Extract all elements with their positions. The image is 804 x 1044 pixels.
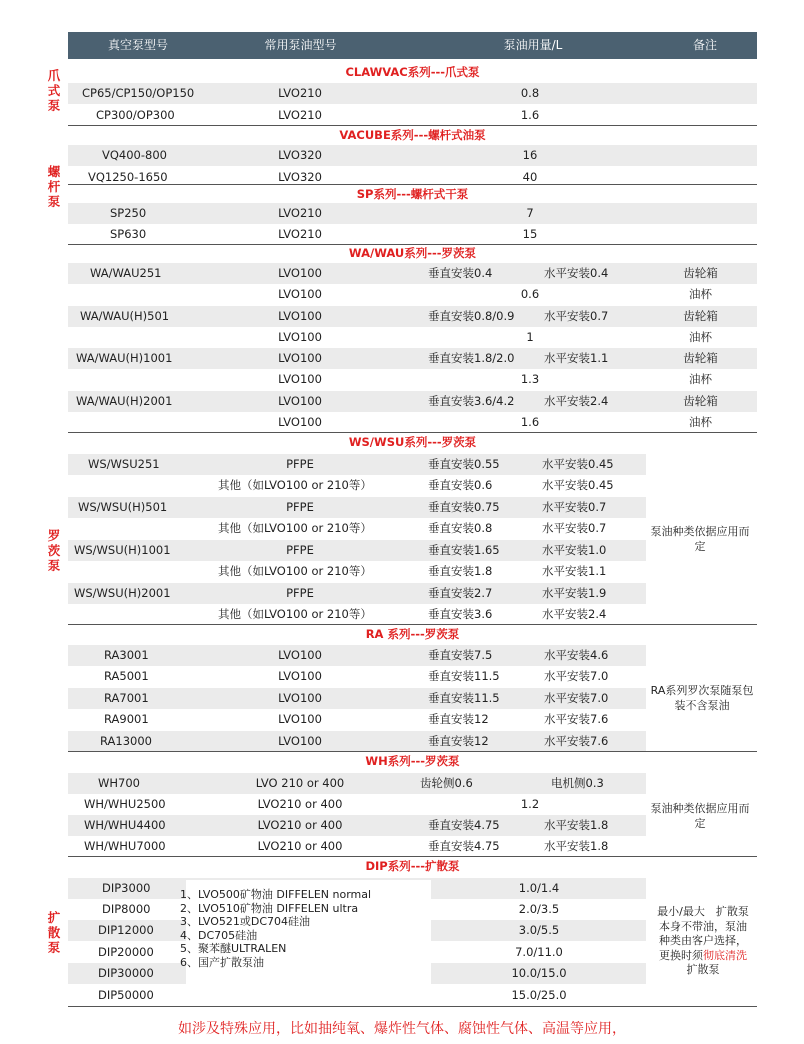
oil-model: 其他（如LVO100 or 210等） [218,607,372,621]
col-header-pump-model: 真空泵型号 [107,38,168,52]
side-label-claw: 爪式泵 [47,68,61,113]
oil-amount-horizontal: 水平安装7.6 [544,734,609,748]
oil-amount: 0.8 [520,86,540,100]
oil-amount-horizontal: 水平安装0.7 [544,309,609,323]
remark: 齿轮箱 [683,266,718,280]
footer-note: 如涉及特殊应用，比如抽纯氧、爆炸性气体、腐蚀性气体、高温等应用， [178,1021,626,1037]
oil-amount-horizontal: 水平安装2.4 [544,394,609,408]
section-title-ra: RA 系列---罗茨泵 [365,627,460,641]
pump-model: DIP12000 [98,923,154,937]
pump-model: WS/WSU(H)501 [78,500,168,514]
oil-model: LVO100 [278,712,322,726]
section-title-sp: SP系列---螺杆式干泵 [356,187,469,201]
oil-amount: 15 [522,227,538,241]
pump-model: WA/WAU(H)501 [80,309,170,323]
dip-remark-line: 最小/最大 扩散泵 [657,905,749,918]
side-label-diffusion: 扩散泵 [47,910,61,955]
oil-amount-horizontal: 水平安装1.0 [542,543,607,557]
pump-model: WS/WSU(H)2001 [74,586,171,600]
oil-amount-vertical: 垂直安装11.5 [428,691,500,705]
oil-amount: 1.6 [520,415,540,429]
oil-amount: 2.0/3.5 [518,902,560,916]
oil-model: LVO100 [278,309,322,323]
remark: 油杯 [689,415,712,429]
oil-option: 6、国产扩散泵油 [180,955,264,969]
remark: 齿轮箱 [683,394,718,408]
remark: 齿轮箱 [683,351,718,365]
oil-amount-vertical: 垂直安装4.75 [428,818,500,832]
oil-model: LVO 210 or 400 [255,776,345,790]
remark: 油杯 [689,330,712,344]
section-title-ws: WS/WSU系列---罗茨泵 [348,435,477,449]
oil-amount-vertical: 垂直安装1.8 [428,564,493,578]
dip-remark-line: 种类由客户选择， [659,934,747,947]
oil-model: LVO210 or 400 [257,839,343,853]
pump-model: WH700 [98,776,140,790]
oil-model: LVO210 [278,227,322,241]
oil-amount: 1.0/1.4 [518,881,560,895]
dip-remark-text: 更换时须 [659,948,703,962]
pump-model: WS/WSU(H)1001 [74,543,171,557]
oil-model: 其他（如LVO100 or 210等） [218,478,372,492]
oil-model: LVO210 or 400 [257,818,343,832]
oil-amount: 0.6 [520,287,540,301]
oil-amount-horizontal: 水平安装0.45 [542,478,614,492]
pump-model: RA7001 [104,691,149,705]
oil-option: 1、LVO500矿物油 DIFFELEN normal [180,888,372,901]
pump-model: RA3001 [104,648,149,662]
oil-amount-horizontal: 水平安装0.45 [542,457,614,471]
pump-model: DIP3000 [102,881,151,895]
oil-amount-vertical: 垂直安装12 [428,712,489,726]
oil-amount-horizontal: 水平安装0.7 [542,521,607,535]
oil-model: LVO100 [278,648,322,662]
section-title-vacube: VACUBE系列---螺杆式油泵 [339,128,486,142]
oil-model: LVO100 [278,287,322,301]
oil-amount-vertical: 垂直安装4.75 [428,839,500,853]
oil-amount-vertical: 垂直安装7.5 [428,648,493,662]
row-band [68,145,757,166]
oil-amount: 16 [522,148,538,162]
oil-amount: 1.2 [520,797,540,811]
pump-model: WA/WAU251 [90,266,162,280]
oil-model: LVO100 [278,351,322,365]
oil-amount-vertical: 垂直安装1.8/2.0 [428,351,515,365]
oil-model: LVO210 or 400 [257,797,343,811]
oil-amount: 15.0/25.0 [511,988,567,1002]
dip-remark-highlight: 彻底清洗 [703,948,747,962]
oil-amount-vertical: 垂直安装11.5 [428,669,500,683]
section-title-dip: DIP系列---扩散泵 [365,859,460,873]
wh-remark: 泵油种类依据应用而定 [650,802,750,830]
oil-amount: 7 [526,206,534,220]
oil-model: 其他（如LVO100 or 210等） [218,521,372,535]
oil-amount-horizontal: 水平安装0.4 [544,266,609,280]
oil-model: PFPE [286,457,314,471]
oil-amount-horizontal: 水平安装7.0 [544,669,609,683]
pump-model: VQ1250-1650 [88,170,168,184]
remark: 齿轮箱 [683,309,718,323]
pump-model: CP65/CP150/OP150 [82,86,195,100]
oil-amount-vertical: 垂直安装0.75 [428,500,500,514]
oil-amount-horizontal: 水平安装7.6 [544,712,609,726]
oil-model: LVO100 [278,266,322,280]
pump-model: DIP20000 [98,945,154,959]
oil-amount-horizontal: 水平安装1.1 [544,351,609,365]
oil-amount-horizontal: 水平安装0.7 [542,500,607,514]
pump-model: RA13000 [100,734,152,748]
pump-model: RA5001 [104,669,149,683]
ws-remark: 泵油种类依据应用而定 [650,525,750,553]
dip-remark [648,905,758,978]
section-title-wa: WA/WAU系列---罗茨泵 [348,246,477,260]
pump-model: SP250 [110,206,147,220]
pump-model: WH/WHU2500 [84,797,166,811]
dip-remark-line: 本身不带油，泵油 [659,919,747,933]
remark: 油杯 [689,287,712,301]
dip-remark-line: 扩散泵 [686,963,720,976]
table-header [68,32,757,59]
oil-model: LVO210 [278,108,322,122]
oil-option: 5、聚苯醚ULTRALEN [180,942,287,955]
oil-amount-horizontal: 水平安装1.9 [542,586,607,600]
oil-amount-horizontal: 水平安装1.8 [544,839,609,853]
pump-model: WH/WHU7000 [84,839,166,853]
ra-remark: RA系列罗次泵随泵包装不含泵油 [650,684,754,712]
oil-amount-vertical: 垂直安装1.65 [428,543,500,557]
side-label-screw: 螺杆泵 [47,164,61,209]
oil-amount: 10.0/15.0 [511,966,567,980]
oil-amount: 1 [526,330,534,344]
oil-model: LVO320 [278,170,322,184]
pump-model: WA/WAU(H)2001 [76,394,173,408]
oil-model: LVO100 [278,691,322,705]
pump-model: DIP30000 [98,966,154,980]
oil-model: PFPE [286,586,314,600]
oil-amount-vertical: 垂直安装0.6 [428,478,493,492]
side-label-roots: 罗茨泵 [47,528,61,573]
section-title-clawvac: CLAWVAC系列---爪式泵 [345,65,480,79]
pump-model: WH/WHU4400 [84,818,166,832]
oil-model: LVO100 [278,372,322,386]
oil-amount-vertical: 垂直安装0.55 [428,457,500,471]
pump-model: DIP50000 [98,988,154,1002]
pump-model: WA/WAU(H)1001 [76,351,173,365]
oil-amount: 1.3 [520,372,540,386]
col-header-oil-amount: 泵油用量/L [503,38,563,52]
oil-model: PFPE [286,500,314,514]
pump-model: RA9001 [104,712,149,726]
section-divider [68,1006,757,1007]
oil-amount-motor-side: 电机侧0.3 [551,776,604,790]
oil-amount: 3.0/5.5 [518,923,560,937]
oil-model: LVO100 [278,734,322,748]
diffusion-oil-list [180,888,434,969]
section-title-wh: WH系列---罗茨泵 [365,754,460,768]
oil-amount-vertical: 垂直安装12 [428,734,489,748]
row-band [68,203,757,224]
oil-amount-horizontal: 水平安装2.4 [542,607,607,621]
dip-remark-line [648,949,758,964]
pump-model: CP300/OP300 [96,108,175,122]
oil-model: LVO210 [278,206,322,220]
oil-model: LVO210 [278,86,322,100]
oil-model: 其他（如LVO100 or 210等） [218,564,372,578]
col-header-oil-model: 常用泵油型号 [264,38,337,52]
oil-amount-vertical: 垂直安装3.6/4.2 [428,394,515,408]
oil-amount: 40 [522,170,538,184]
oil-model: LVO320 [278,148,322,162]
oil-model: LVO100 [278,669,322,683]
oil-amount-horizontal: 水平安装1.1 [542,564,607,578]
oil-amount-vertical: 垂直安装3.6 [428,607,493,621]
oil-amount-vertical: 垂直安装2.7 [428,586,493,600]
pump-model: DIP8000 [102,902,151,916]
oil-amount-vertical: 垂直安装0.8 [428,521,493,535]
oil-amount: 7.0/11.0 [515,945,563,959]
oil-model: LVO100 [278,330,322,344]
oil-amount-vertical: 垂直安装0.4 [428,266,493,280]
oil-option: 4、DC705硅油 [180,928,258,942]
oil-model: LVO100 [278,415,322,429]
pump-model: VQ400-800 [102,148,167,162]
oil-model: LVO100 [278,394,322,408]
oil-amount-horizontal: 水平安装1.8 [544,818,609,832]
remark: 油杯 [689,372,712,386]
oil-amount-gear-side: 齿轮侧0.6 [420,776,473,790]
oil-model: PFPE [286,543,314,557]
pump-model: SP630 [110,227,147,241]
oil-option: 3、LVO521或DC704硅油 [180,915,311,928]
oil-amount-horizontal: 水平安装7.0 [544,691,609,705]
oil-amount-horizontal: 水平安装4.6 [544,648,609,662]
col-header-remark: 备注 [692,38,717,52]
oil-amount: 1.6 [520,108,540,122]
oil-amount-vertical: 垂直安装0.8/0.9 [428,309,515,323]
oil-option: 2、LVO510矿物油 DIFFELEN ultra [180,901,359,915]
pump-model: WS/WSU251 [88,457,160,471]
